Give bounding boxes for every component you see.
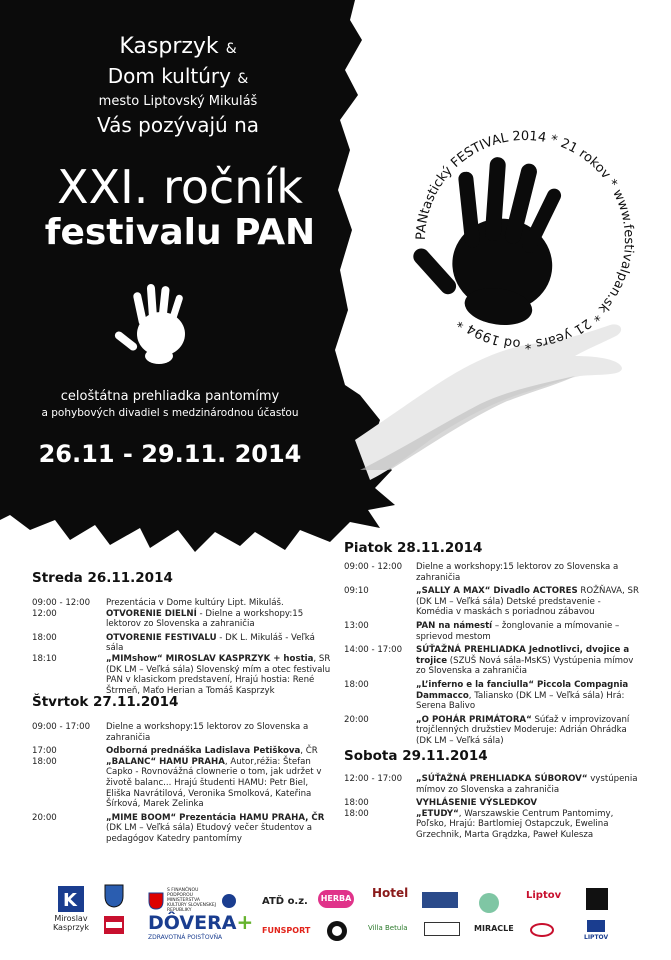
- friday-rows: [344, 562, 640, 747]
- schedule-row: 18:00 OTVORENIE FESTIVALU - DK L. Mikuláš - Veľká sála: [32, 632, 315, 654]
- schedule-row: 09:00 - 12:00 Dielne a workshopy:15 lektorov zo Slovenska a zahraničia: [344, 562, 619, 583]
- logo-small-badge: [104, 916, 124, 936]
- logo-funsport: FUNSPORT: [262, 926, 311, 935]
- logo-circle-green: [478, 892, 500, 916]
- logo-blue-box: [422, 892, 458, 908]
- schedule-row: 14:00 - 17:00 SÚŤAŽNÁ PREHLIADKA Jednotlivci, dvojice a trojice (SZUŠ Nová sála-MsKS) Vystúpenia mímov zo Slovenska a zahraničia: [344, 645, 634, 677]
- schedule-row: 20:00 „O POHÁR PRIMÁTORA“ Súťaž v improvizovaní trojčlenných družstiev Moderuje: Adrián Ohrádka (DK LM – Veľká sála): [344, 714, 630, 746]
- wednesday-rows: [32, 598, 332, 696]
- green-circle-icon: [478, 892, 500, 914]
- logo-box-outline: [424, 922, 460, 936]
- logo-red-swirl: [530, 922, 554, 940]
- day-title-wednesday: Streda 26.11.2014: [32, 570, 173, 586]
- logo-atd: ATĎ o.z.: [262, 896, 308, 907]
- schedule-row: 12:00 - 17:00 „SÚŤAŽNÁ PREHLIADKA SÚBOROV“ vystúpenia mímov zo Slovenska a zahraničia: [344, 774, 638, 795]
- svg-text:K: K: [63, 890, 77, 911]
- tagline-2: a pohybových divadiel s medzinárodnou účasťou: [41, 407, 299, 419]
- schedule-row: 20:00 „MIME BOOM“ Prezentácia HAMU PRAHA, ČR (DK LM – Veľká sála) Etudový večer študentov a pedagógov Katedry pantomímy: [32, 812, 325, 844]
- organizer-mesto: mesto Liptovský Mikuláš: [98, 94, 258, 109]
- logo-herba: HERBA: [318, 890, 354, 908]
- day-title-thursday: Štvrtok 27.11.2014: [32, 694, 179, 710]
- logo-black-square: [586, 888, 608, 910]
- schedule-row: 12:00 OTVORENIE DIELNÍ - Dielne a workshopy:15 lektorov zo Slovenska a zahraničia: [32, 608, 304, 630]
- schedule-row: 09:00 - 17:00 Dielne a workshopy:15 lektorov zo Slovenska a zahraničia: [32, 722, 309, 743]
- schedule-row: 09:10 „SALLY A MAX“ Divadlo ACTORES ROŽŇAVA, SR (DK LM – Veľká sála) Detské predstavenie - Komédia v maskách s poriadnou zábavou: [344, 586, 639, 618]
- tv-icon: [587, 920, 605, 932]
- thursday-rows: [32, 722, 332, 845]
- logo-liptov-tv: LIPTOV: [584, 920, 608, 941]
- invite-text: Vás pozývajú na: [96, 113, 260, 137]
- day-title-friday: Piatok 28.11.2014: [344, 540, 483, 556]
- schedule-row: 18:00 VYHLÁSENIE VÝSLEDKOV: [344, 798, 538, 809]
- badge-icon: [104, 916, 124, 934]
- schedule-row: 13:00 PAN na námestí – žonglovanie a mímovanie – sprievod mestom: [344, 620, 620, 642]
- logo-city-crest: [104, 884, 124, 910]
- festival-dates: 26.11 - 29.11. 2014: [38, 440, 302, 468]
- logo-ministry: S FINANČNOU PODPOROU MINISTERSTVA KULTÚRY SLOVENSKEJ REPUBLIKY: [148, 888, 244, 913]
- ministry-logo-icon: [220, 893, 238, 909]
- schedule-row: 18:00 „L’inferno e la fanciulla“ Piccola Compagnia Dammacco, Taliansko (DK LM – Veľká sála) Hrá: Serena Balivo: [344, 679, 629, 712]
- schedule-row: 18:10 „MIMshow“ MIROSLAV KASPRZYK + hostia, SR (DK LM – Veľká sála) Slovenský mím a otec festivalu PAN v klasickom predstavení, Hrajú hostia: René Štrmeň, Maťo Herian a Tomáš Kasprzyk: [32, 653, 331, 696]
- logo-kasprzyk: K Miroslav Kasprzyk: [46, 886, 96, 932]
- logo-hotel: Hotel: [372, 886, 409, 900]
- schedule-row: 09:00 - 12:00 Prezentácia v Dome kultúry Lipt. Mikuláš.: [32, 598, 284, 608]
- schedule-row: 18:00 „BALANC“ HAMU PRAHA, Autor,réžia: Štefan Capko - Rovnovážná clownerie o tom, jak udržet v životě balanc... Hrajú študenti HAMU: Petr Biel, Eliška Navrátilová, Veronika Smolková, Kateřina Šírková, Marek Zelinka: [32, 756, 322, 810]
- festival-name: festivalu PAN: [44, 212, 316, 253]
- tagline-1: celoštátna prehliadka pantomímy: [60, 389, 280, 404]
- logo-miracle: MIRACLE: [474, 924, 514, 933]
- red-swirl-icon: [530, 922, 554, 938]
- logo-liptov-radio: Liptov: [526, 890, 562, 901]
- organizer-kasprzyk: Kasprzyk &: [119, 34, 237, 59]
- logo-round-black: [326, 920, 348, 944]
- ministry-crest-icon: [148, 892, 164, 910]
- kasprzyk-icon: [58, 886, 84, 912]
- city-crest-icon: [104, 884, 124, 908]
- organizer-dom-kultury: Dom kultúry &: [107, 64, 249, 88]
- day-title-saturday: Sobota 29.11.2014: [344, 748, 488, 764]
- round-logo-icon: [326, 920, 348, 942]
- schedule-row: 17:00 Odborná prednáška Ladislava Petiškova, ČR: [32, 746, 318, 757]
- edition-title: XXI. ročník: [57, 160, 303, 214]
- stamp-ring-text: PANtastický FESTIVAL 2014 * 21 rokov * www.festivalpan.sk * 21 years * od 1994 *: [413, 128, 637, 352]
- schedule-row: 18:00 „ETUDY“, Warszawskie Centrum Pantomimy, Poľsko, Hrajú: Bartlomiej Ostapczuk, Ewelina Grzechnik, Marta Grądzka, Paweł Kulesza: [344, 808, 614, 840]
- saturday-rows: [344, 774, 640, 841]
- logo-villa-betula: Villa Betula: [368, 924, 408, 932]
- sponsor-logos: [0, 878, 671, 960]
- logo-dovera: DÔVERA+ ZDRAVOTNÁ POISŤOVŇA: [148, 910, 254, 941]
